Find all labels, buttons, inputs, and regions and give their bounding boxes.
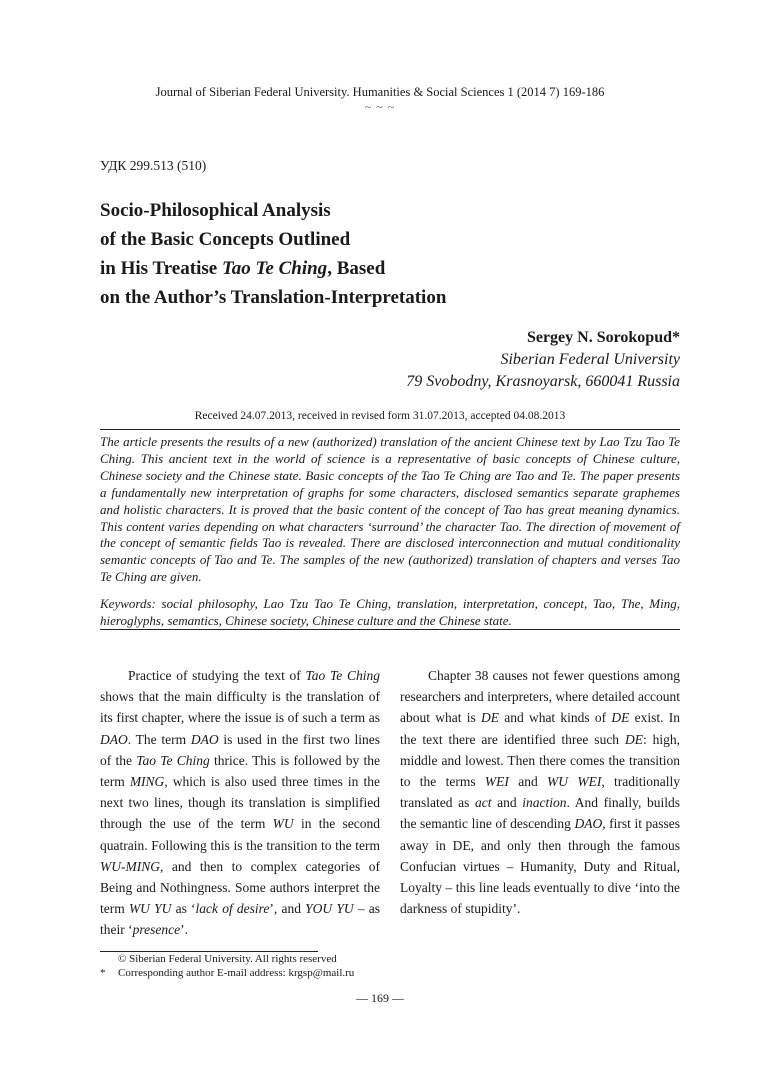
text-run: thrice. This is followed by the term	[100, 752, 380, 790]
italic-term: Tao Te Ching	[305, 668, 380, 683]
italic-term: DAO	[574, 816, 603, 832]
italic-term: WEI	[484, 774, 509, 790]
page-number: — 169 —	[356, 991, 404, 1005]
text-run: , which is also used three times in the next two lines, though its translation is simplified through the use of the term	[100, 774, 380, 832]
footnote-rule	[100, 951, 318, 952]
text-run: , traditionally translated as	[400, 774, 680, 811]
journal-header: Journal of Siberian Federal University. Humanities & Social Sciences 1 (2014 7) 169-186	[155, 85, 605, 99]
text-run: – as their ‘	[100, 901, 380, 938]
udk-code: УДК 299.513 (510)	[100, 158, 207, 173]
italic-term: YOU YU	[305, 901, 354, 917]
title-line-3	[100, 254, 446, 283]
italic-term: lack of desire	[195, 901, 270, 917]
text-run: in the second quatrain. Following this is the transition to the term	[100, 816, 381, 853]
footnote-mark: *	[100, 967, 106, 979]
text-run: shows that the main difficulty is the translation of its first chapter, where the issue is of such a term as	[100, 689, 380, 726]
text-run: Practice of studying the text of	[128, 668, 306, 683]
title-line-3-start: in His Treatise	[100, 258, 222, 279]
italic-term: DAO	[100, 731, 128, 747]
author-name: Sergey N. Sorokopud*	[526, 329, 680, 346]
author-address: 79 Svobodny, Krasnoyarsk, 660041 Russia	[406, 373, 680, 390]
title-line-4: on the Author’s Translation-Interpretation	[100, 287, 447, 308]
title-line-3-end: , Based	[327, 258, 386, 279]
body-paragraph-1	[100, 665, 380, 941]
body-column-left	[100, 665, 380, 941]
italic-term: DE	[624, 731, 643, 747]
text-run: : high, middle and lowest. Then there comes the transition to the terms	[400, 731, 680, 790]
italic-term: DE	[480, 710, 499, 726]
title-line-2: of the Basic Concepts Outlined	[100, 229, 351, 250]
abstract-bottom-rule	[100, 629, 680, 630]
text-run: . And finally, builds the semantic line of descending	[400, 795, 680, 832]
italic-term: MING	[129, 774, 165, 790]
italic-term: inaction	[522, 795, 567, 811]
footnote-corresponding-author: Corresponding author E-mail address: krgsp@mail.ru	[118, 967, 355, 979]
title-italic-term: Tao Te Ching	[221, 258, 328, 279]
italic-term: Tao Te Ching	[136, 752, 210, 768]
text-run: exist. In the text there are identified three such	[400, 710, 681, 747]
abstract-top-rule	[100, 429, 680, 430]
text-run: and what kinds of	[498, 710, 612, 726]
received-dates: Received 24.07.2013, received in revised form 31.07.2013, accepted 04.08.2013	[194, 410, 566, 422]
italic-term: WU	[272, 816, 294, 832]
text-run: Chapter 38 causes not fewer questions among researchers and interpreters, where detailed account about what is	[400, 668, 680, 726]
text-run: , first it passes away in DE, and only then through the famous Confucian virtues – Humanity, Duty and Ritual, Loyalty – this line leads eventually to dive ‘into the darkness of stupidity’.	[400, 816, 680, 917]
italic-term: act	[474, 795, 492, 811]
italic-term: WU WEI	[547, 774, 602, 790]
italic-term: DAO	[190, 731, 219, 747]
text-run: ’, and	[269, 901, 306, 917]
header-ornament: ~ ~ ~	[364, 100, 396, 114]
text-run: . The term	[127, 731, 191, 747]
footnote-copyright: © Siberian Federal University. All rights reserved	[118, 953, 337, 965]
paper-title	[100, 196, 446, 312]
text-run: and	[508, 774, 548, 790]
text-run: , and then to complex categories of Being and Nothingness. Some authors interpret the term	[100, 858, 380, 917]
author-block	[406, 327, 680, 393]
italic-term: presence	[132, 922, 181, 938]
keywords-text: Keywords: social philosophy, Lao Tzu Tao Te Ching, translation, interpretation, concept, Tao, The, Ming, hieroglyphs, semantics, Chinese society, Chinese culture and the Chinese state.	[100, 596, 680, 628]
abstract-text: The article presents the results of a new (authorized) translation of the ancient Chinese text by Lao Tzu Tao Te Ching. This ancient text in the world of science is a representative of basic concepts of Chinese culture, Chinese society and the Chinese state. Basic concepts of the Tao Te Ching are Tao and Te. The paper presents a fundamentally new interpretation of graphs for some characters, disclosed semantics separate graphemes and holistic characters. It is proved that the basic content of the concept of Tao has great meaning dynamics. This content varies depending on what characters ‘surround’ the character Tao. The direction of movement of the concept of semantic fields Tao is revealed. There are disclosed interconnection and mutual conditionality semantic concepts of Tao and Te. The samples of the new (authorized) translation of chapters and verses Tao Te Ching are given.	[100, 434, 680, 585]
italic-term: WU YU	[128, 901, 172, 917]
italic-term: WU-MING	[100, 858, 160, 874]
text-run: as ‘	[171, 901, 196, 917]
body-column-right	[400, 665, 680, 919]
title-line-1: Socio-Philosophical Analysis	[100, 200, 331, 221]
author-affiliation: Siberian Federal University	[500, 351, 680, 368]
text-run: is used in the first two lines of the	[100, 731, 380, 768]
italic-term: DE	[611, 710, 630, 726]
text-run: ’.	[180, 922, 188, 938]
text-run: and	[491, 795, 523, 811]
body-paragraph-2	[400, 665, 680, 919]
